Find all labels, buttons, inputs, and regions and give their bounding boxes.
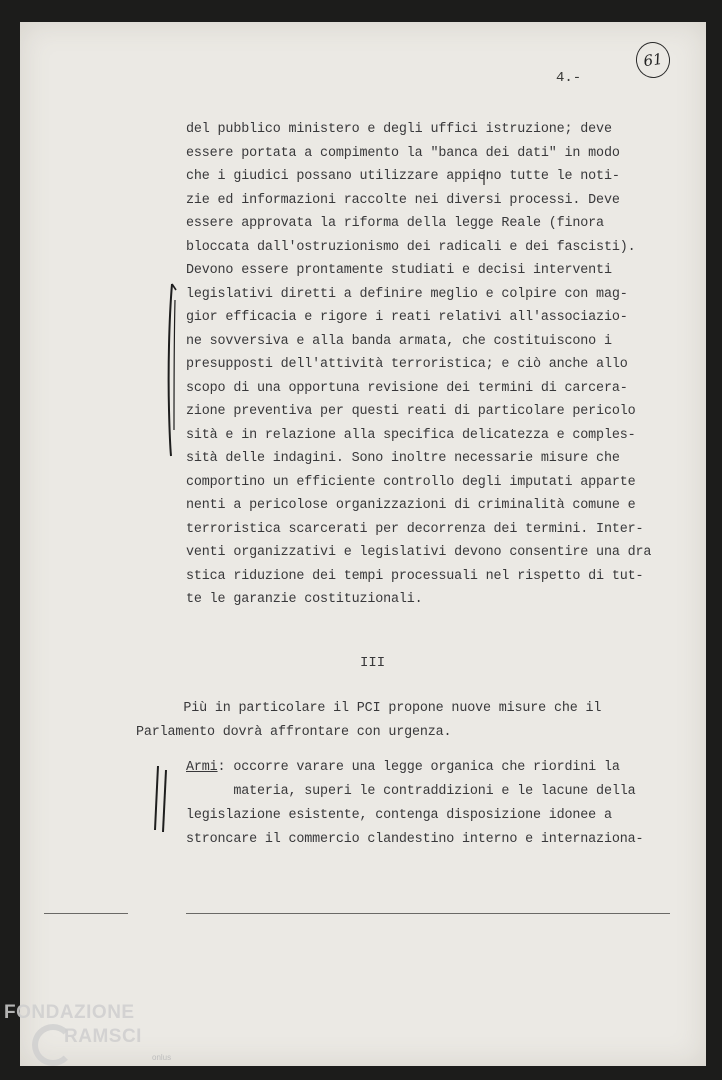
section-heading: III xyxy=(360,655,386,671)
body-paragraph xyxy=(186,118,676,612)
body-line: bloccata dall'ostruzionismo dei radicali e dei fascisti). xyxy=(186,239,636,255)
armi-first-line-text: : occorre varare una legge organica che riordini la xyxy=(217,760,620,775)
intro-line: Più in particolare il PCI propone nuove misure che il xyxy=(136,701,602,716)
watermark-small: onlus xyxy=(152,1053,172,1062)
armi-line: stroncare il commercio clandestino interno e internaziona- xyxy=(186,832,644,847)
body-line: ne sovversiva e alla banda armata, che costituiscono i xyxy=(186,333,612,349)
body-line: gior efficacia e rigore i reati relativi all'associazio- xyxy=(186,310,628,325)
body-line: che i giudici possano utilizzare appieno tutte le noti- xyxy=(186,169,620,184)
armi-line: materia, superi le contraddizioni e le lacune della xyxy=(186,784,636,799)
body-line: presupposti dell'attività terroristica; e ciò anche allo xyxy=(186,357,628,372)
body-line: Devono essere prontamente studiati e decisi interventi xyxy=(186,263,612,278)
handwritten-correction-mark xyxy=(478,168,490,188)
body-line: sità delle indagini. Sono inoltre necessarie misure che xyxy=(186,451,620,466)
body-line: stica riduzione dei tempi processuali nel rispetto di tut- xyxy=(186,568,644,584)
body-line: sità e in relazione alla specifica delicatezza e comples- xyxy=(186,427,636,443)
body-line: comportino un efficiente controllo degli imputati apparte xyxy=(186,474,636,490)
body-line: legislativi diretti a definire meglio e colpire con mag- xyxy=(186,286,628,302)
footer-rule-left xyxy=(44,913,128,914)
footer-rule-right xyxy=(186,913,670,914)
page-number: 4.- xyxy=(556,70,582,86)
archive-number-stamp: 61 xyxy=(634,40,673,80)
watermark-line2: RAMSCI xyxy=(64,1026,142,1047)
body-line: del pubblico ministero e degli uffici istruzione; deve xyxy=(186,122,612,137)
armi-line: legislazione esistente, contenga disposizione idonee a xyxy=(186,808,612,823)
armi-paragraph xyxy=(186,756,676,852)
intro-paragraph xyxy=(136,697,676,745)
body-line: nenti a pericolose organizzazioni di criminalità comune e xyxy=(186,498,636,513)
body-line: venti organizzativi e legislativi devono consentire una dra xyxy=(186,545,652,560)
margin-double-line-mark xyxy=(150,762,174,834)
body-line: terroristica scarcerati per decorrenza dei termini. Inter- xyxy=(186,521,644,537)
body-line: zione preventiva per questi reati di particolare pericolo xyxy=(186,404,636,419)
body-line: scopo di una opportuna revisione dei termini di carcera- xyxy=(186,380,628,396)
armi-first-line xyxy=(186,756,676,780)
armi-label: Armi xyxy=(186,760,218,775)
body-line: zie ed informazioni raccolte nei diversi processi. Deve xyxy=(186,192,620,208)
body-line: essere portata a compimento la "banca dei dati" in modo xyxy=(186,145,620,161)
body-line: essere approvata la riforma della legge Reale (finora xyxy=(186,216,604,231)
watermark-line1: FONDAZIONE xyxy=(4,1002,135,1023)
intro-line: Parlamento dovrà affrontare con urgenza. xyxy=(136,725,452,740)
body-line: te le garanzie costituzionali. xyxy=(186,592,423,607)
fondazione-gramsci-watermark xyxy=(4,1002,184,1076)
margin-bracket-mark xyxy=(160,280,182,460)
